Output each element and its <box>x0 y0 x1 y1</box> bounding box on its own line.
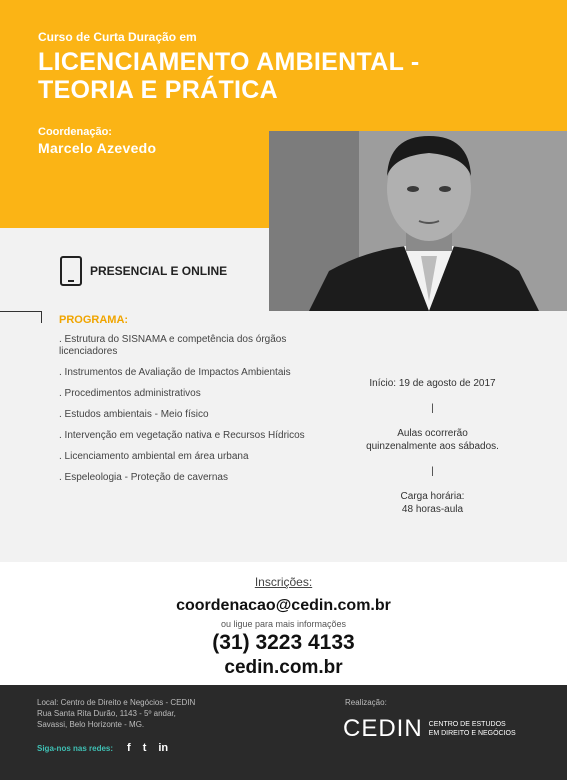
logo-subtitle-line2: EM DIREITO E NEGÓCIOS <box>428 730 516 737</box>
info-separator: | <box>431 466 434 477</box>
registration-label: Inscrições: <box>254 575 313 589</box>
program-item: . Instrumentos de Avaliação de Impactos Ambientais <box>59 367 291 378</box>
venue-address <box>37 697 195 730</box>
course-title <box>38 48 458 104</box>
coordinator-name: Marcelo Azevedo <box>38 140 157 156</box>
program-item: . Estrutura do SISNAMA e competência dos órgãos licenciadores <box>59 334 287 357</box>
workload-value: 48 horas-aula <box>401 504 464 515</box>
schedule-line1: Aulas ocorrerão <box>397 428 468 439</box>
coordinator-photo <box>269 131 567 311</box>
schedule-line2: quinzenalmente aos sábados. <box>366 441 499 452</box>
program-item: . Estudos ambientais - Meio físico <box>59 409 209 420</box>
venue-line3: Savassi, Belo Horizonte - MG. <box>37 720 145 729</box>
program-item: . Intervenção em vegetação nativa e Recursos Hídricos <box>59 430 305 441</box>
program-item: . Licenciamento ambiental em área urbana <box>59 451 249 462</box>
start-date: Início: 19 de agosto de 2017 <box>369 378 496 389</box>
logo-subtitle <box>429 720 516 738</box>
program-item: . Procedimentos administrativos <box>59 388 201 399</box>
info-separator: | <box>431 403 434 414</box>
venue-line1: Local: Centro de Direito e Negócios - CEDIN <box>37 698 196 707</box>
footer <box>0 685 567 780</box>
organizer-label: Realização: <box>345 698 387 707</box>
workload-label: Carga horária: <box>400 491 465 502</box>
logo-wordmark: CEDIN <box>343 715 423 742</box>
cedin-logo <box>343 715 516 743</box>
twitter-icon[interactable]: t <box>142 742 147 754</box>
modality-label: PRESENCIAL E ONLINE <box>90 264 228 278</box>
coordination-label: Coordenação: <box>38 126 112 138</box>
program-item: . Espeleologia - Proteção de cavernas <box>59 472 228 483</box>
contact-section <box>0 575 567 679</box>
course-title-line2: TEORIA E PRÁTICA <box>38 76 278 104</box>
contact-email[interactable]: coordenacao@cedin.com.br <box>176 597 391 614</box>
logo-subtitle-line1: CENTRO DE ESTUDOS <box>428 721 506 728</box>
facebook-icon[interactable]: f <box>127 742 131 754</box>
social-links <box>37 742 180 754</box>
tablet-icon <box>60 256 82 286</box>
course-type: Curso de Curta Duração em <box>38 30 197 44</box>
venue-line2: Rua Santa Rita Durão, 1143 - 5º andar, <box>37 709 176 718</box>
program-divider <box>0 311 42 323</box>
course-info <box>340 377 525 516</box>
call-prompt: ou ligue para mais informações <box>220 619 347 629</box>
website-link[interactable]: cedin.com.br <box>224 657 343 678</box>
program-title: PROGRAMA: <box>59 314 129 326</box>
modality <box>60 256 227 286</box>
follow-label: Siga-nos nas redes: <box>37 743 114 753</box>
linkedin-icon[interactable]: in <box>158 742 169 754</box>
program-list <box>59 334 334 493</box>
contact-phone[interactable]: (31) 3223 4133 <box>212 631 355 654</box>
course-title-line1: LICENCIAMENTO AMBIENTAL - <box>38 48 420 76</box>
